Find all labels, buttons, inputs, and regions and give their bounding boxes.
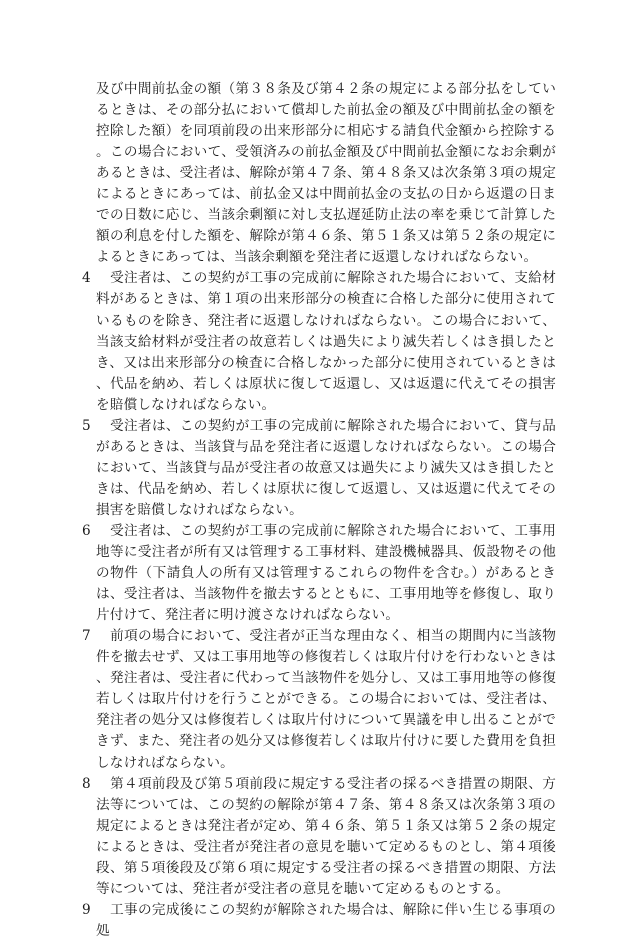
clause-number: 5	[82, 417, 91, 434]
clause-6	[82, 521, 556, 626]
clause-text: 工事の完成後にこの契約が解除された場合は、解除に伴い生じる事項の処	[96, 901, 556, 939]
clause-8	[82, 774, 556, 900]
clause-number: 9	[82, 901, 91, 918]
clause-text: 第４項前段及び第５項前段に規定する受注者の採るべき措置の期限、方法等については、この契約の解除が第４７条、第４８条又は次条第３項の規定によるときは発注者が定め、第４６条、第５１条又は第５２条の規定によるときは、受注者が発注者の意見を聴いて定めるものとし、第４項後段、第５項後段及び第６項に規定する受注者の採るべき措置の期限、方法等については、発注者が受注者の意見を聴いて定めるものとする。	[96, 775, 556, 897]
clause-number: 7	[82, 628, 91, 645]
clause-5	[82, 416, 556, 521]
continuation-paragraph: 及び中間前払金の額（第３８条及び第４２条の規定による部分払をしているときは、その部分払において償却した前払金の額及び中間前払金の額を控除した額）を同項前段の出来形部分に相応する請負代金額から控除する。この場合において、受領済みの前払金額及び中間前払金額になお余剰があるときは、受注者は、解除が第４７条、第４８条又は次条第３項の規定によるときにあっては、前払金又は中間前払金の支払の日から返還の日までの日数に応じ、当該余剰額に対し支払遅延防止法の率を乗じて計算した額の利息を付した額を、解除が第４６条、第５１条又は第５２条の規定によるときにあっては、当該余剰額を発注者に返還しなければならない。	[96, 81, 556, 266]
clause-4	[82, 268, 556, 415]
clause-text: 受注者は、この契約が工事の完成前に解除された場合において、支給材料があるときは、第１項の出来形部分の検査に合格した部分に使用されているものを除き、発注者に返還しなければならない。この場合において、当該支給材料が受注者の故意若しくは過失により滅失若しくはき損したとき、又は出来形部分の検査に合格しなかった部分に使用されているときは、代品を納め、若しくは原状に復して返還し、又は返還に代えてその損害を賠償しなければならない。	[96, 270, 556, 413]
clause-7	[82, 626, 556, 773]
clause-text: 受注者は、この契約が工事の完成前に解除された場合において、工事用地等に受注者が所有又は管理する工事材料、建設機械器具、仮設物その他の物件（下請負人の所有又は管理するこれらの物件を含む。）があるときは、受注者は、当該物件を撤去するとともに、工事用地等を修復し、取り片付けて、発注者に明け渡さなければならない。	[96, 522, 556, 624]
clause-text: 受注者は、この契約が工事の完成前に解除された場合において、貸与品があるときは、当該貸与品を発注者に返還しなければならない。この場合において、当該貸与品が受注者の故意又は過失により滅失又はき損したときは、代品を納め、若しくは原状に復して返還し、又は返還に代えてその損害を賠償しなければならない。	[96, 417, 556, 518]
clause-number: 6	[82, 522, 91, 539]
clause-text: 前項の場合において、受注者が正当な理由なく、相当の期間内に当該物件を撤去せず、又は工事用地等の修復若しくは取片付けを行わないときは、発注者は、受注者に代わって当該物件を処分し、又は工事用地等の修復若しくは取片付けを行うことができる。この場合においては、受注者は、発注者の処分又は修復若しくは取片付けについて異議を申し出ることができず、また、発注者の処分又は修復若しくは取片付けに要した費用を負担しなければならない。	[96, 628, 556, 771]
clause-9	[82, 900, 556, 942]
clause-number: 8	[82, 775, 91, 792]
clause-number: 4	[82, 270, 91, 287]
